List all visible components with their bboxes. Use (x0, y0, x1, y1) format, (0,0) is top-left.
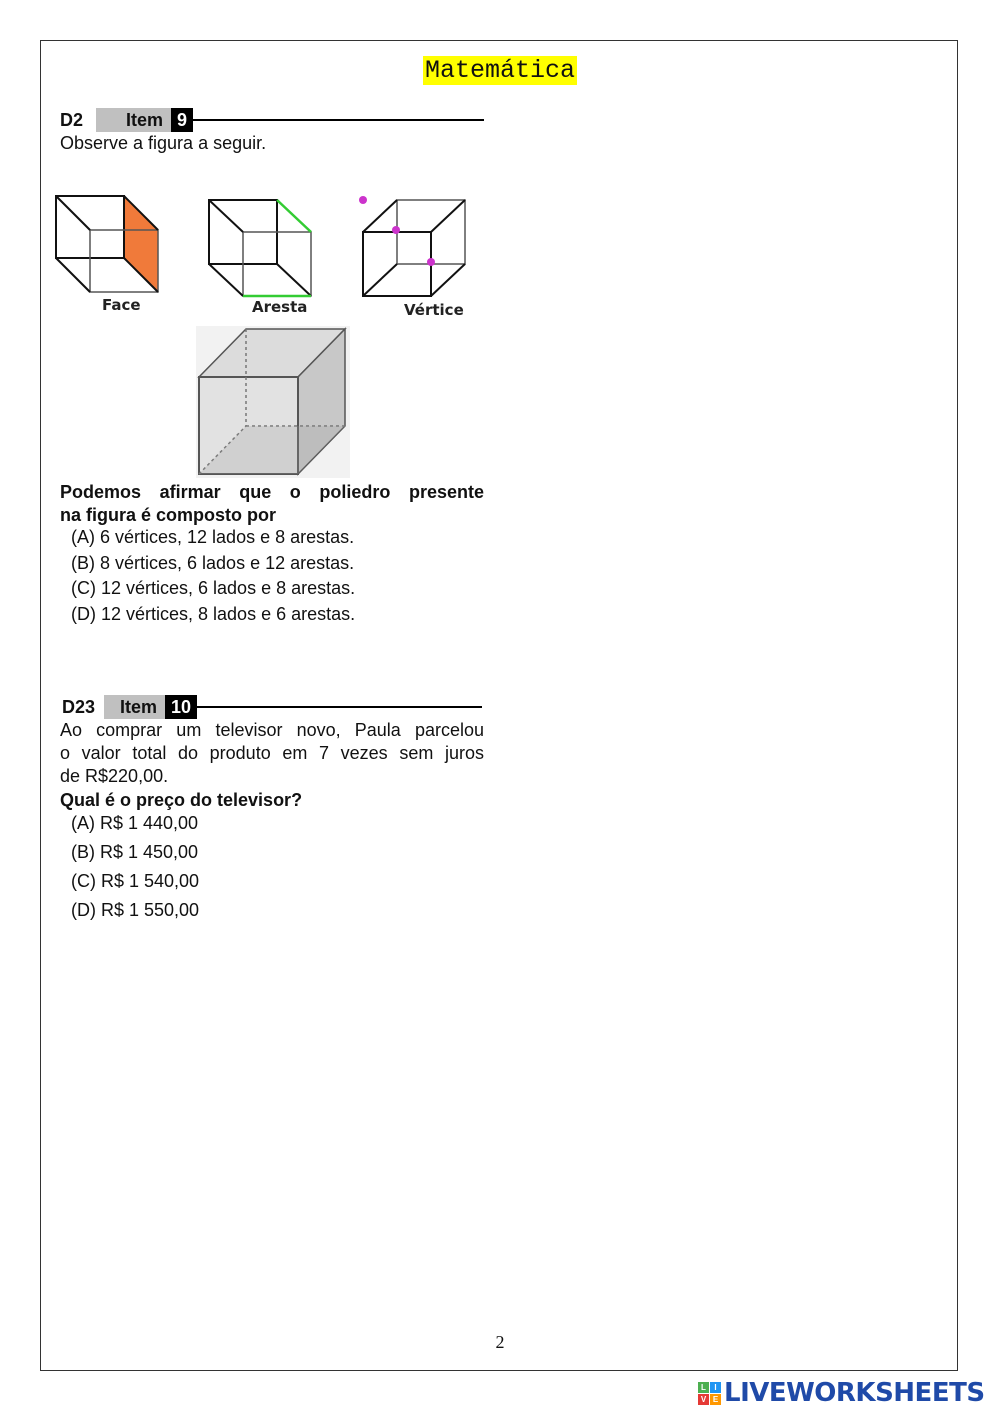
brand-icon (698, 1382, 721, 1405)
option-a[interactable]: (A) R$ 1 440,00 (71, 813, 199, 833)
item-9-question-line-2: na figura é composto por (60, 505, 277, 525)
page-number: 2 (495, 1332, 505, 1352)
vertex-cube (363, 200, 465, 296)
brand-icon-tile: V (698, 1394, 709, 1405)
item-label: Item (104, 695, 165, 719)
item-number: 9 (171, 108, 193, 132)
item-9-intro: Observe a figura a seguir. (60, 133, 267, 153)
item-10-header (62, 695, 482, 719)
vertex-dot (427, 258, 435, 266)
item-9-question (60, 481, 484, 504)
item-10-paragraph-line-3: de R$220,00. (60, 766, 169, 786)
header-rule (197, 706, 482, 708)
brand-icon-tile: I (710, 1382, 721, 1393)
paragraph-line: Ao comprar um televisor novo, Paula parcelou (60, 720, 484, 740)
descriptor-code: D23 (62, 696, 96, 717)
brand-logo[interactable] (698, 1378, 985, 1408)
vertex-label: Vértice (404, 301, 464, 319)
edge-cube (209, 200, 311, 296)
option-d[interactable]: (D) 12 vértices, 8 lados e 6 arestas. (71, 604, 356, 624)
item-10-paragraph-line-2 (60, 742, 484, 765)
cube-elements-figure (50, 186, 480, 321)
option-b[interactable]: (B) 8 vértices, 6 lados e 12 arestas. (71, 553, 355, 573)
vertex-dot (392, 226, 400, 234)
option-d[interactable]: (D) R$ 1 550,00 (71, 900, 200, 920)
item-number: 10 (165, 695, 197, 719)
item-10-paragraph-line-1 (60, 719, 484, 742)
item-9-header (60, 108, 484, 132)
header-rule (193, 119, 484, 121)
item-10-question: Qual é o preço do televisor? (60, 790, 303, 810)
edge-label: Aresta (252, 298, 308, 316)
vertex-dot (359, 196, 367, 204)
option-b[interactable]: (B) R$ 1 450,00 (71, 842, 199, 862)
brand-icon-tile: E (710, 1394, 721, 1405)
face-label: Face (102, 296, 141, 314)
highlighted-face (124, 196, 158, 292)
title-text: Matemática (424, 56, 576, 85)
option-c[interactable]: (C) 12 vértices, 6 lados e 8 arestas. (71, 578, 356, 598)
descriptor-code: D2 (60, 109, 84, 130)
brand-icon-tile: L (698, 1382, 709, 1393)
page-title (0, 56, 1000, 85)
item-label: Item (96, 108, 171, 132)
option-c[interactable]: (C) R$ 1 540,00 (71, 871, 200, 891)
option-a[interactable]: (A) 6 vértices, 12 lados e 8 arestas. (71, 527, 355, 547)
question-line-1: Podemos afirmar que o poliedro presente (60, 482, 484, 502)
brand-name: LIVEWORKSHEETS (724, 1378, 985, 1408)
paragraph-line: o valor total do produto em 7 vezes sem juros (60, 743, 484, 763)
face-cube (56, 196, 158, 292)
polyhedron-figure (196, 326, 350, 478)
